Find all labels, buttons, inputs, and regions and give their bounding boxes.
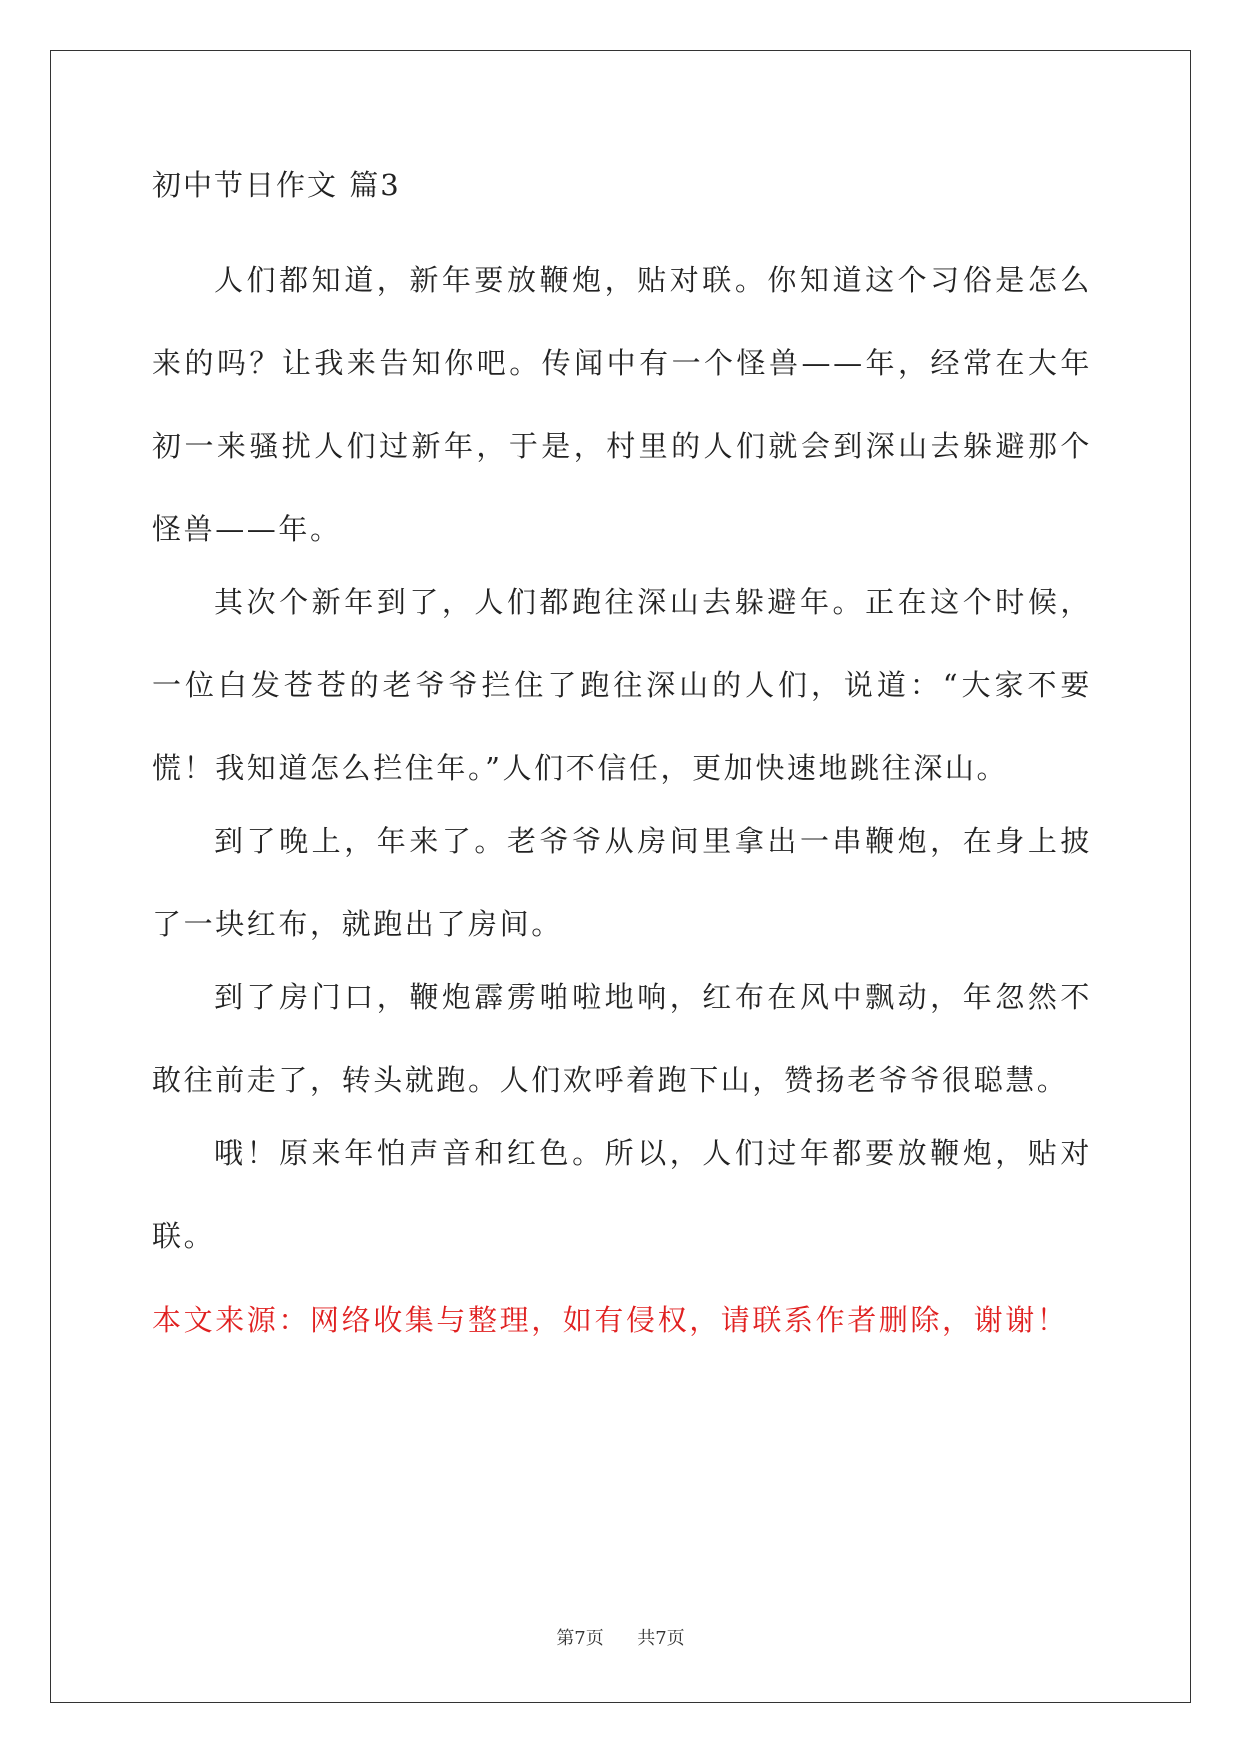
page-number-total: 共7页 bbox=[637, 1628, 685, 1649]
paragraph: 其次个新年到了，人们都跑往深山去躲避年。正在这个时候，一位白发苍苍的老爷爷拦住了跑往深山的人们，说道：“大家不要慌！我知道怎么拦住年。”人们不信任，更加快速地跳往深山。 bbox=[152, 585, 1092, 785]
document-title: 初中节日作文 篇3 bbox=[152, 168, 401, 202]
paragraph: 哦！原来年怕声音和红色。所以，人们过年都要放鞭炮，贴对联。 bbox=[152, 1136, 1092, 1253]
page-footer bbox=[0, 1627, 1241, 1651]
document-body bbox=[152, 165, 1092, 1278]
page-number-current: 第7页 bbox=[556, 1628, 604, 1649]
paragraph: 到了晚上，年来了。老爷爷从房间里拿出一串鞭炮，在身上披了一块红布，就跑出了房间。 bbox=[152, 824, 1092, 941]
paragraph: 人们都知道，新年要放鞭炮，贴对联。你知道这个习俗是怎么来的吗？让我来告知你吧。传闻中有一个怪兽——年，经常在大年初一来骚扰人们过新年，于是，村里的人们就会到深山去躲避那个怪兽——年。 bbox=[152, 263, 1092, 546]
paragraph: 到了房门口，鞭炮霹雳啪啦地响，红布在风中飘动，年忽然不敢往前走了，转头就跑。人们欢呼着跑下山，赞扬老爷爷很聪慧。 bbox=[152, 980, 1092, 1097]
source-notice: 本文来源：网络收集与整理，如有侵权，请联系作者删除，谢谢！ bbox=[152, 1303, 1069, 1337]
